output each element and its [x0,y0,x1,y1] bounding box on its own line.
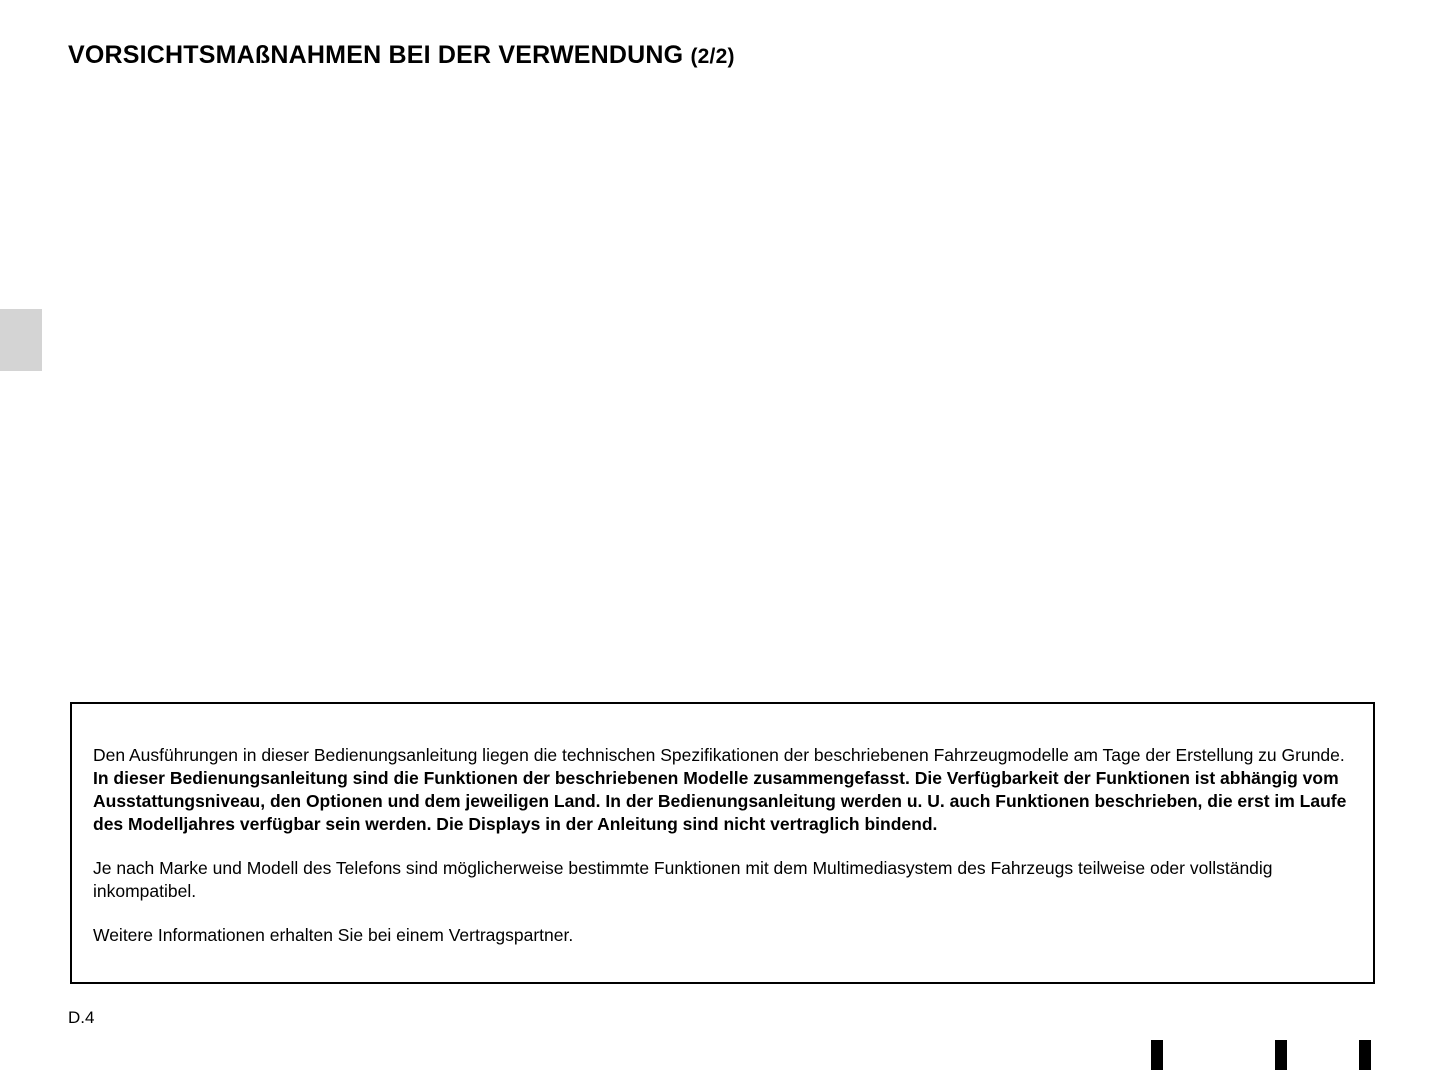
notice-box [70,702,1375,984]
chapter-edge-tab [0,309,42,371]
page-title [68,41,735,70]
notice-paragraph-1-lead: Den Ausführungen in dieser Bedienungsanleitung liegen die technischen Spezifikationen der beschriebenen Fahrzeugmodelle am Tage der Erstellung zu Grunde. [93,745,1345,765]
notice-paragraph-2: Je nach Marke und Modell des Telefons sind möglicherweise bestimmte Funktionen mit dem Multimediasystem des Fahrzeugs teilweise oder vollständig inkompatibel. [93,858,1273,901]
page-number: D.4 [68,1008,95,1027]
register-mark-1 [1151,1040,1163,1070]
notice-content [72,704,1373,947]
page-title-text: VORSICHTSMAßNAHMEN BEI DER VERWENDUNG [68,40,684,69]
register-mark-2 [1275,1040,1287,1070]
notice-paragraph-1-bold: In dieser Bedienungsanleitung sind die Funktionen der beschriebenen Modelle zusammengefasst. Die Verfügbarkeit der Funktionen ist abhängig vom Ausstattungsniveau, den Optionen und dem jeweiligen Land. In der Bedienungsanleitung werden u. U. auch Funktionen beschrieben, die erst im Laufe des Modelljahres verfügbar sein werden. Die Displays in der Anleitung sind nicht vertraglich bindend. [93,768,1347,834]
register-marks [0,1040,1445,1070]
notice-paragraph-1 [93,744,1347,836]
page-title-pagination: (2/2) [690,44,735,68]
notice-paragraph-3: Weitere Informationen erhalten Sie bei einem Vertragspartner. [93,925,574,945]
register-mark-3 [1359,1040,1371,1070]
